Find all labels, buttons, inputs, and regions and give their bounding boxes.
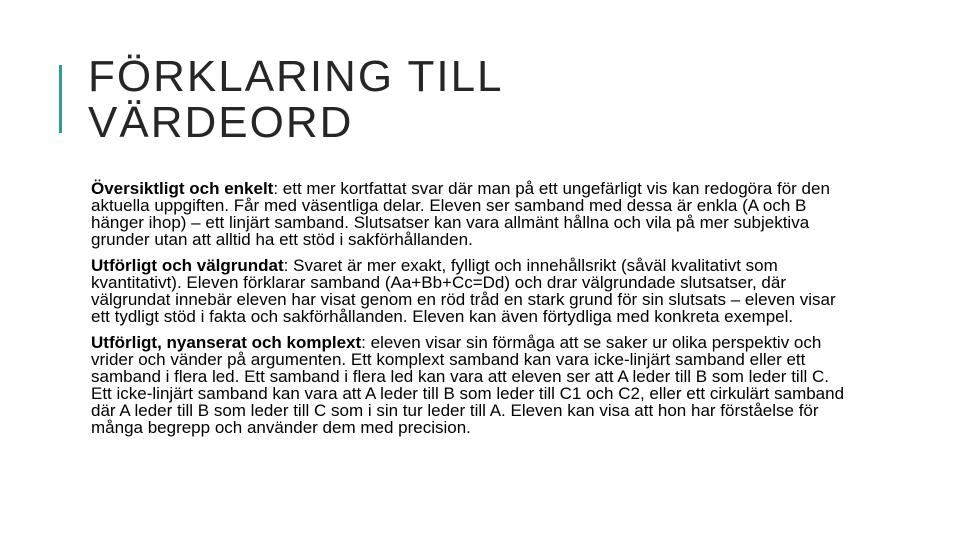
definition-term: Utförligt, nyanserat och komplext: [91, 333, 362, 352]
slide-title-line-2: VÄRDEORD: [88, 98, 354, 147]
definition-term: Utförligt och välgrundat: [91, 256, 284, 275]
definition-text: : ett mer kortfattat svar där man på ett ungefärligt vis kan redogöra för den aktuella uppgiften. Får med väsentliga delar. Eleven ser samband med dessa är enkla (A och B hänger ihop) – ett linjärt samband. Slutsatser kan vara allmänt hållna och vila på mer subjektiva grunder utan att alltid ha ett stöd i sakförhållanden.: [91, 179, 830, 249]
definition-term: Översiktligt och enkelt: [91, 179, 274, 198]
definition-overview-simple: [91, 180, 851, 248]
slide-body: [91, 180, 851, 445]
definition-detailed-nuanced-complex: [91, 334, 851, 436]
definition-text: : Svaret är mer exakt, fylligt och innehållsrikt (såväl kvalitativt som kvantitativt). Eleven förklarar samband (Aa+Bb+Cc=Dd) och drar välgrundade slutsatser, där välgrundat innebär eleven har visat genom en röd tråd en stark grund för sin slutsats – eleven visar ett tydligt stöd i fakta och sakförhållanden. Eleven kan även förtydliga med konkreta exempel.: [91, 256, 836, 326]
slide-title-line-1: FÖRKLARING TILL: [88, 52, 504, 101]
slide-title: [88, 54, 504, 146]
definition-detailed-wellfounded: [91, 257, 851, 325]
definition-text: : eleven visar sin förmåga att se saker ur olika perspektiv och vrider och vänder på argumenten. Ett komplext samband kan vara icke-linjärt samband eller ett samband i flera led. Ett samband i flera led kan vara att eleven ser att A leder till B som leder till C. Ett icke-linjärt samband kan vara att A leder till B som leder till C1 och C2, eller ett cirkulärt samband där A leder till B som leder till C som i sin tur leder till A. Eleven kan visa att hon har förståelse för många begrepp och använder dem med precision.: [91, 333, 845, 437]
title-accent-bar: [59, 65, 62, 133]
